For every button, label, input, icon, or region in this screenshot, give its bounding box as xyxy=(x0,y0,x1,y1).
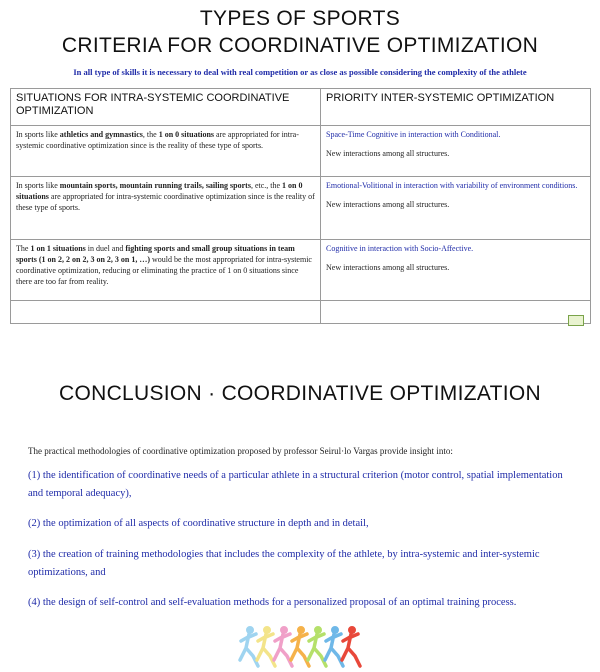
slide-title-line2: CRITERIA FOR COORDINATIVE OPTIMIZATION xyxy=(61,34,539,57)
situation-text: The xyxy=(16,244,31,253)
running-athletes-illustration xyxy=(234,622,364,672)
situation-text: , the xyxy=(142,130,159,139)
table-row xyxy=(11,240,591,301)
situation-text: would be the most appropriated for intra-systemic coordinative optimization, reducing or eliminating the practice of 1 on 0 situations since there are too far from reality. xyxy=(16,255,312,286)
header-inter-systemic: PRIORITY INTER-SYSTEMIC OPTIMIZATION xyxy=(321,89,591,126)
situation-emphasis: fighting sports and small group situations in team sports (1 on 2, 2 on 2, 3 on 2, 3 on 1, …) xyxy=(16,244,295,264)
row-priority-cell xyxy=(321,177,591,240)
situation-emphasis: 1 on 0 situations xyxy=(16,181,303,201)
situation-text: In sports like xyxy=(16,130,60,139)
row-priority: Space-Time Cognitive in interaction with Conditional. xyxy=(326,130,501,139)
empty-cell xyxy=(321,301,591,324)
conclusion-point-4: (4) the design of self-control and self-evaluation methods for a personalized proposal of an optimal training process. xyxy=(28,597,517,608)
row-situation xyxy=(11,126,321,177)
situation-emphasis: 1 on 0 situations xyxy=(158,130,215,139)
slide-subtitle: In all type of skills it is necessary to deal with real competition or as close as possible considering the complexity of the athlete xyxy=(73,67,527,77)
row-note: New interactions among all structures. xyxy=(326,149,450,158)
conclusion-title: CONCLUSION · COORDINATIVE OPTIMIZATION xyxy=(59,382,541,405)
conclusion-slide xyxy=(0,360,600,672)
row-situation xyxy=(11,240,321,301)
row-priority-cell xyxy=(321,126,591,177)
situation-text: are appropriated for intra-systemic coordinative optimization since is the reality of these type of sports. xyxy=(16,130,299,150)
situation-text: In sports like xyxy=(16,181,60,190)
conclusion-point-3: (3) the creation of training methodologies that includes the complexity of the athlete, by intra-systemic and inter-systemic optimizations, and xyxy=(28,549,540,578)
slide-title-line1: TYPES OF SPORTS xyxy=(199,7,401,30)
situation-text: in duel and xyxy=(85,244,126,253)
table-row xyxy=(11,126,591,177)
situation-text: are appropriated for intra-systemic coordinative optimization since is the reality of these type of sports. xyxy=(16,192,315,212)
conclusion-point-1: (1) the identification of coordinative needs of a particular athlete in a structural criterion (motor control, spatial implementation and temporal adequacy), xyxy=(28,470,563,499)
institution-logo xyxy=(556,310,596,338)
table-header-row xyxy=(11,89,591,126)
table-row xyxy=(11,177,591,240)
header-intra-systemic: SITUATIONS FOR INTRA-SYSTEMIC COORDINATIVE OPTIMIZATION xyxy=(11,89,321,126)
situation-text: , etc., the xyxy=(250,181,283,190)
situation-emphasis: 1 on 1 situations xyxy=(30,244,86,253)
row-situation xyxy=(11,177,321,240)
empty-cell xyxy=(11,301,321,324)
row-priority: Emotional-Volitional in interaction with variability of environment conditions. xyxy=(326,181,578,190)
row-note: New interactions among all structures. xyxy=(326,200,450,209)
table-row-empty xyxy=(11,301,591,324)
row-priority: Cognitive in interaction with Socio-Affective. xyxy=(326,244,474,253)
criteria-table xyxy=(10,88,591,324)
situation-emphasis: athletics and gymnastics xyxy=(59,130,143,139)
row-priority-cell xyxy=(321,240,591,301)
runner-figure xyxy=(342,627,360,667)
slide-separator xyxy=(0,340,600,360)
conclusion-intro: The practical methodologies of coordinative optimization proposed by professor Seirul·lo Vargas provide insight into: xyxy=(28,446,453,456)
situation-emphasis: mountain sports, mountain running trails, sailing sports xyxy=(59,181,251,190)
conclusion-point-2: (2) the optimization of all aspects of coordinative structure in depth and in detail, xyxy=(28,518,369,529)
row-note: New interactions among all structures. xyxy=(326,263,450,272)
